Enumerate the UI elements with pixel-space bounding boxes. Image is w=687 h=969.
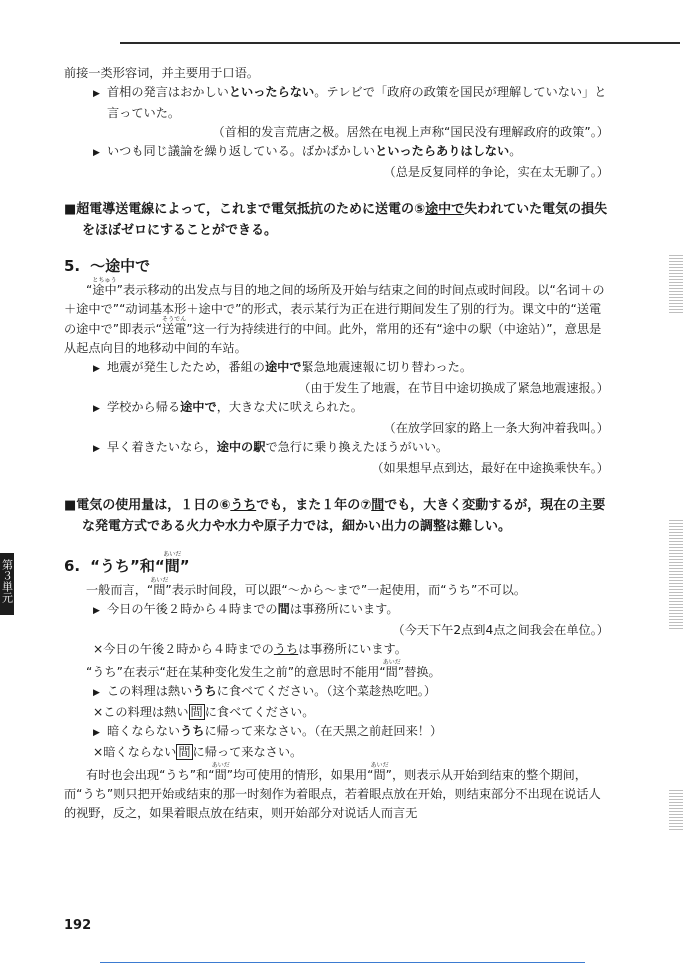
section-heading: 5. ～途中で: [64, 257, 151, 275]
example-item: ▶ 早く着きたいなら，途中の駅で急行に乗り換えたほうがいい。: [93, 440, 449, 454]
incorrect-example: ×この料理は熱い 間 に食べてください。: [93, 705, 315, 719]
example-item: ▶ この料理は熱いうちに食べてください。（这个菜趁热吃吧。）: [93, 684, 437, 698]
incorrect-example: ×暗くならない 間 に帰って来なさい。: [93, 745, 303, 759]
example-item: ▶ 学校から帰る途中で，大きな犬に吠えられた。: [93, 400, 363, 414]
incorrect-example: ×今日の午後２時から４時までのうちは事務所にいます。: [93, 642, 407, 656]
explanation-line: “うち”在表示“赶在某种变化发生之前”的意思时不能用“間あいだ”替换。: [85, 659, 441, 679]
example-item: ▶ 地震が発生したため，番組の途中で緊急地震速報に切り替わった。: [93, 360, 473, 374]
example-translation: （如果想早点到达，最好在中途换乘快车。）: [371, 461, 609, 475]
scan-edge-mark: [669, 255, 683, 315]
scan-edge-mark: [669, 520, 683, 630]
page-number: 192: [64, 918, 92, 933]
intro-line: 前接一类形容词，并主要用于口语。: [64, 66, 259, 80]
scan-edge-mark: [669, 790, 683, 830]
text-sentence: ■超電導送電線によって，これまで電気抵抗のために送電の⑤途中で失われていた電気の損失をほぼゼロにすることができる。: [64, 202, 608, 238]
example-translation: （在放学回家的路上一条大狗冲着我叫。）: [383, 421, 609, 435]
example-translation: （由于发生了地震，在节目中途切换成了紧急地震速报。）: [298, 381, 609, 395]
explanation-line: 一般而言，“間あいだ”表示时间段，可以跟“～から～まで”一起使用，而“うち”不可以。: [85, 577, 527, 597]
example-translation: （首相的发言荒唐之极。居然在电视上声称“国民没有理解政府的政策”。）: [212, 125, 609, 139]
example-item: ▶ 暗くならないうちに帰って来なさい。（在天黑之前赶回来！）: [93, 724, 443, 738]
section-heading: 6. “うち”和“間あいだ”: [64, 551, 190, 575]
text-sentence: ■電気の使用量は，１日の⑥うちでも，また１年の⑦間でも，大きく変動するが，現在の主要な発電方式である火力や水力や原子力では，細かい出力の調整は難しい。: [64, 498, 606, 534]
unit-side-tab: 第３単元: [0, 553, 14, 615]
top-rule: [120, 42, 680, 44]
example-item: ▶ いつも同じ議論を繰り返している。ばかばかしいといったらありはしない。: [93, 144, 522, 158]
example-item: ▶ 首相の発言はおかしいといったらない。テレビで「政府の政策を国民が理解していない」と言っていた。: [93, 85, 607, 120]
example-item: ▶ 今日の午後２時から４時までの間は事務所にいます。: [93, 602, 399, 616]
example-translation: （今天下午2点到4点之间我会在单位。）: [392, 623, 609, 637]
explanation-paragraph: “途中とちゅう”表示移动的出发点与目的地之间的场所及开始与结束之间的时间点或时间段。以“名词＋の＋途中で”“动词基本形＋途中で”的形式，表示某行为正在进行期间发生了别的行为。课文中的“送電の途中で”即表示“送電そうでん”这一行为持续进行的中间。此外，常用的还有“途中の駅（中途站）”，意思是从起点向目的地移动中间的车站。: [64, 277, 605, 355]
example-translation: （总是反复同样的争论，实在太无聊了。）: [383, 165, 609, 179]
page-body: [64, 64, 609, 823]
explanation-paragraph: 有时也会出现“うち”和“間あいだ”均可使用的情形，如果用“間あいだ”，则表示从开始到结束的整个期间，而“うち”则只把开始或结束的那一时刻作为着眼点，若着眼点放在开始，则结束部分不出现在说话人的视野，反之，如果着眼点放在结束，则开始部分对说话人而言无: [64, 762, 601, 820]
bottom-rule: [100, 962, 585, 963]
